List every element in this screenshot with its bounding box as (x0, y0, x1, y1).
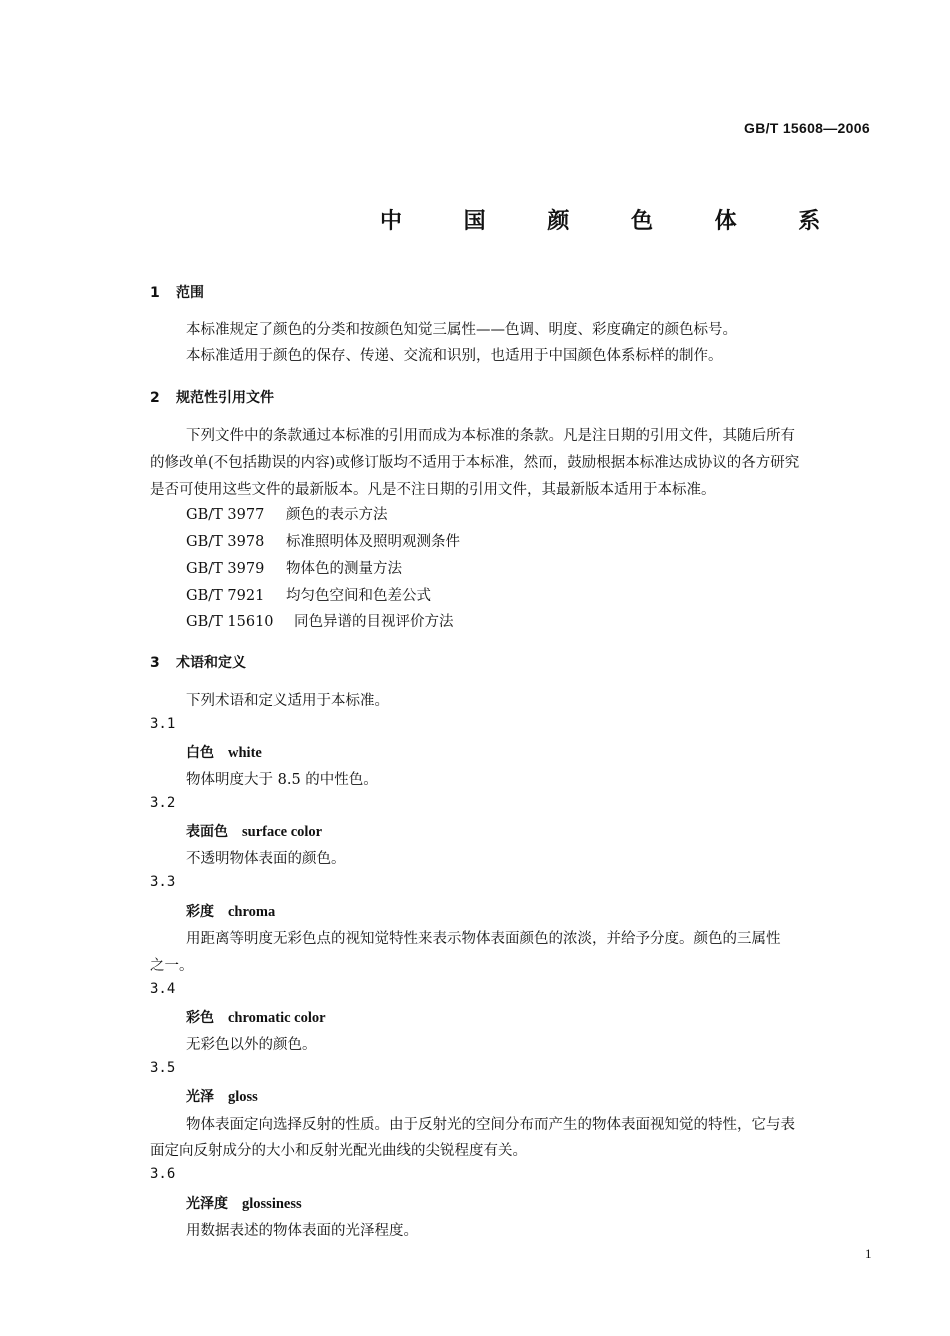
clause-number: 3.3 (150, 874, 176, 890)
clause-number: 3.4 (150, 981, 176, 997)
term-heading (186, 901, 275, 921)
reference-item (186, 584, 431, 605)
clause-number: 3.2 (150, 795, 176, 811)
section-number: 1 (150, 285, 160, 301)
reference-code: GB/T 3979 (186, 561, 265, 577)
term-english: chromatic color (228, 1010, 326, 1026)
term-heading (186, 742, 262, 762)
clause-number: 3.1 (150, 716, 176, 732)
term-english: chroma (228, 904, 276, 920)
term-chinese: 表面色 (186, 824, 228, 840)
section-1-paragraph: 本标准适用于颜色的保存、传递、交流和识别，也适用于中国颜色体系标样的制作。 (186, 348, 723, 364)
term-chinese: 光泽 (186, 1089, 214, 1105)
section-1-paragraph: 本标准规定了颜色的分类和按颜色知觉三属性——色调、明度、彩度确定的颜色标号。 (186, 322, 737, 338)
reference-title: 颜色的表示方法 (286, 507, 388, 523)
term-english: gloss (228, 1089, 258, 1105)
reference-code: GB/T 3978 (186, 534, 265, 550)
term-definition: 不透明物体表面的颜色。 (186, 851, 346, 867)
reference-code: GB/T 3977 (186, 507, 265, 523)
term-heading (186, 1086, 258, 1106)
section-title: 规范性引用文件 (176, 390, 274, 406)
section-title: 术语和定义 (176, 655, 246, 671)
term-definition: 用距离等明度无彩色点的视知觉特性来表示物体表面颜色的浓淡，并给予分度。颜色的三属性 (186, 931, 781, 947)
term-definition: 无彩色以外的颜色。 (186, 1037, 317, 1053)
page-number: 1 (865, 1246, 872, 1261)
section-number: 2 (150, 390, 160, 406)
section-2-intro-line: 下列文件中的条款通过本标准的引用而成为本标准的条款。凡是注日期的引用文件，其随后所有 (186, 428, 795, 444)
section-2-intro-line: 是否可使用这些文件的最新版本。凡是不注日期的引用文件，其最新版本适用于本标准。 (150, 482, 716, 498)
reference-title: 同色异谱的目视评价方法 (294, 614, 454, 630)
reference-item (186, 557, 402, 578)
term-definition: 用数据表述的物体表面的光泽程度。 (186, 1223, 418, 1239)
section-number: 3 (150, 655, 160, 671)
term-english: glossiness (242, 1196, 302, 1212)
term-chinese: 白色 (186, 745, 214, 761)
reference-item (186, 610, 454, 631)
reference-code: GB/T 7921 (186, 588, 265, 604)
reference-title: 物体色的测量方法 (286, 561, 402, 577)
term-heading (186, 1193, 302, 1213)
term-definition: 之一。 (150, 958, 194, 974)
term-english: white (228, 745, 262, 761)
standard-code: GB/T 15608—2006 (744, 120, 870, 136)
section-3-heading (150, 652, 246, 672)
term-english: surface color (242, 824, 323, 840)
term-definition: 面定向反射成分的大小和反射光配光曲线的尖锐程度有关。 (150, 1143, 527, 1159)
reference-title: 均匀色空间和色差公式 (286, 588, 431, 604)
section-3-intro: 下列术语和定义适用于本标准。 (186, 693, 389, 709)
term-chinese: 彩度 (186, 904, 214, 920)
section-title: 范围 (176, 285, 204, 301)
reference-item (186, 530, 460, 551)
reference-code: GB/T 15610 (186, 614, 274, 630)
term-chinese: 光泽度 (186, 1196, 228, 1212)
term-definition: 物体明度大于 8.5 的中性色。 (186, 772, 378, 788)
clause-number: 3.5 (150, 1060, 176, 1076)
document-title: 中 国 颜 色 体 系 (380, 209, 848, 234)
section-2-heading (150, 387, 274, 407)
clause-number: 3.6 (150, 1166, 176, 1182)
reference-title: 标准照明体及照明观测条件 (286, 534, 460, 550)
section-2-intro-line: 的修改单(不包括勘误的内容)或修订版均不适用于本标准，然而，鼓励根据本标准达成协议的各方研究 (150, 455, 800, 471)
term-definition: 物体表面定向选择反射的性质。由于反射光的空间分布而产生的物体表面视知觉的特性，它与表 (186, 1117, 795, 1133)
term-chinese: 彩色 (186, 1010, 214, 1026)
term-heading (186, 821, 322, 841)
term-heading (186, 1007, 326, 1027)
reference-item (186, 503, 388, 524)
section-1-heading (150, 282, 204, 302)
